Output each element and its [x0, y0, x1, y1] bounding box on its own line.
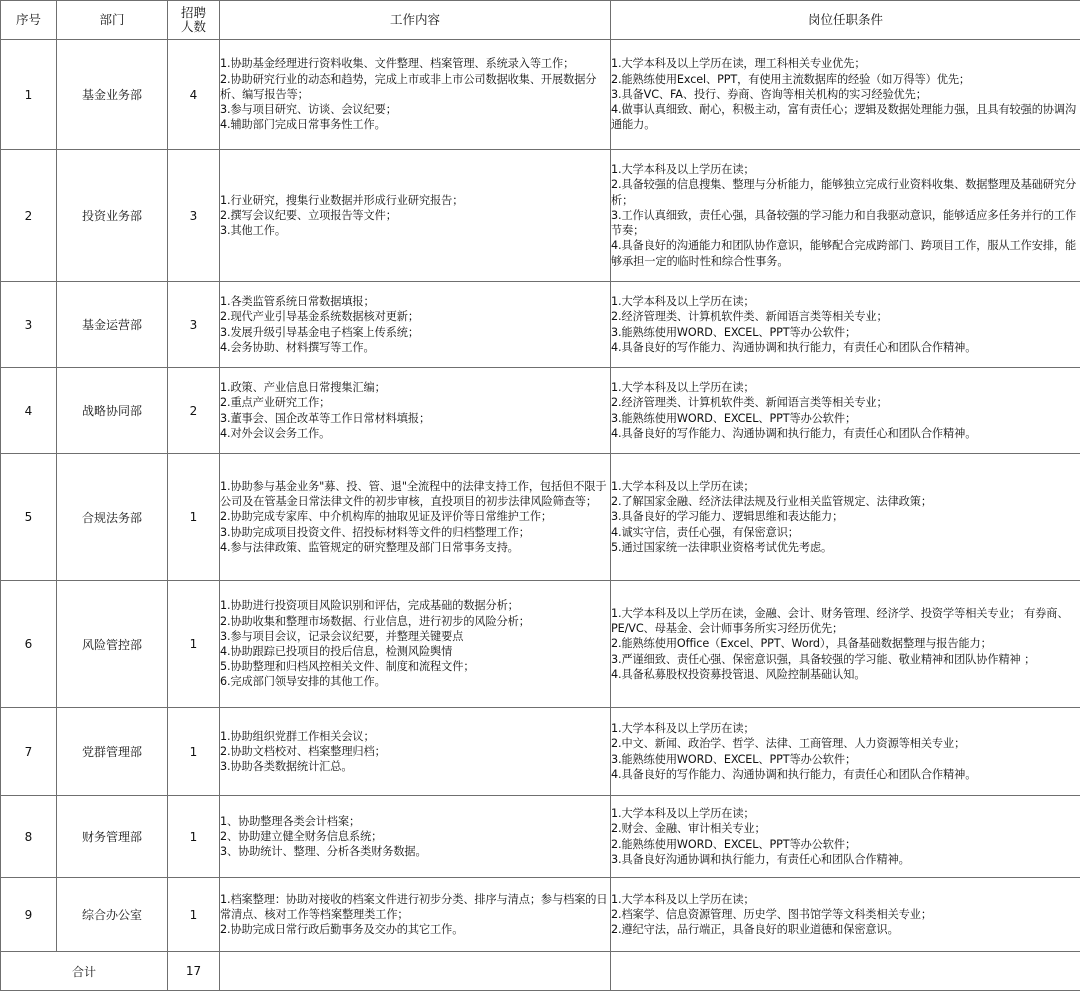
table-row: [1, 40, 1080, 150]
row-req: 1.大学本科及以上学历在读，金融、会计、财务管理、经济学、投资学等相关专业； 有券商、PE/VC、母基金、会计师事务所实习经历优先； 2.能熟练使用Office（Excel、PPT、Word），具备基础数据整理与报告能力； 3.严谨细致、责任心强、保密意识强，具备较强的学习能、敬业精神和团队协作精神 ； 4.具备私募股权投资募投管退、风险控制基础认知。: [611, 581, 1080, 708]
row-seq: 6: [1, 581, 57, 708]
row-dept: 风险管控部: [57, 581, 168, 708]
total-work-empty: [220, 952, 611, 991]
row-count: 4: [168, 40, 220, 150]
row-work: 1.行业研究，搜集行业数据并形成行业研究报告； 2.撰写会议纪要、立项报告等文件； 3.其他工作。: [220, 150, 611, 282]
row-count: 3: [168, 282, 220, 368]
row-dept: 基金运营部: [57, 282, 168, 368]
row-work: 1.协助进行投资项目风险识别和评估，完成基础的数据分析； 2.协助收集和整理市场数据、行业信息，进行初步的风险分析； 3.参与项目会议，记录会议纪要，并整理关键要点 4.协助跟踪已投项目的投后信息，检测风险舆情 5.协助整理和归档风控相关文件、制度和流程文件； 6.完成部门领导安排的其他工作。: [220, 581, 611, 708]
row-dept: 合规法务部: [57, 454, 168, 581]
row-work: 1.各类监管系统日常数据填报； 2.现代产业引导基金系统数据核对更新； 3.发展升级引导基金电子档案上传系统； 4.会务协助、材料撰写等工作。: [220, 282, 611, 368]
row-count: 1: [168, 796, 220, 878]
row-count: 1: [168, 581, 220, 708]
table-row: [1, 150, 1080, 282]
row-req: 1.大学本科及以上学历在读； 2.经济管理类、计算机软件类、新闻语言类等相关专业； 3.能熟练使用WORD、EXCEL、PPT等办公软件； 4.具备良好的写作能力、沟通协调和执行能力，有责任心和团队合作精神。: [611, 282, 1080, 368]
total-row: [1, 952, 1080, 991]
row-count: 1: [168, 708, 220, 796]
row-dept: 投资业务部: [57, 150, 168, 282]
row-count: 1: [168, 878, 220, 952]
header-count-line1: 招聘: [180, 5, 206, 20]
total-label: 合计: [1, 952, 168, 991]
row-seq: 2: [1, 150, 57, 282]
table-row: [1, 368, 1080, 454]
row-seq: 1: [1, 40, 57, 150]
row-req: 1.大学本科及以上学历在读； 2.财会、金融、审计相关专业； 2.能熟练使用WORD、EXCEL、PPT等办公软件； 3.具备良好沟通协调和执行能力，有责任心和团队合作精神。: [611, 796, 1080, 878]
row-work: 1.政策、产业信息日常搜集汇编； 2.重点产业研究工作； 3.董事会、国企改革等工作日常材料填报； 4.对外会议会务工作。: [220, 368, 611, 454]
row-count: 2: [168, 368, 220, 454]
header-seq: 序号: [1, 1, 57, 40]
header-dept: 部门: [57, 1, 168, 40]
table-row: [1, 708, 1080, 796]
row-dept: 战略协同部: [57, 368, 168, 454]
row-work: 1、协助整理各类会计档案； 2、协助建立健全财务信息系统； 3、协助统计、整理、分析各类财务数据。: [220, 796, 611, 878]
total-req-empty: [611, 952, 1080, 991]
header-count-line2: 人数: [180, 19, 206, 34]
table-row: [1, 282, 1080, 368]
row-seq: 9: [1, 878, 57, 952]
row-req: 1.大学本科及以上学历在读； 2.档案学、信息资源管理、历史学、图书馆学等文科类相关专业； 2.遵纪守法，品行端正，具备良好的职业道德和保密意识。: [611, 878, 1080, 952]
header-req: 岗位任职条件: [611, 1, 1080, 40]
row-req: 1.大学本科及以上学历在读，理工科相关专业优先； 2.能熟练使用Excel、PPT，有使用主流数据库的经验（如万得等）优先； 3.具备VC、FA、投行、券商、咨询等相关机构的实习经验优先； 4.做事认真细致、耐心，积极主动，富有责任心；逻辑及数据处理能力强，且具有较强的协调沟通能力。: [611, 40, 1080, 150]
row-work: 1.协助参与基金业务"募、投、管、退"全流程中的法律支持工作，包括但不限于公司及在管基金日常法律文件的初步审核，直投项目的初步法律风险筛查等； 2.协助完成专家库、中介机构库的抽取见证及评价等日常维护工作； 3.协助完成项目投资文件、招投标材料等文件的归档整理工作； 4.参与法律政策、监管规定的研究整理及部门日常事务支持。: [220, 454, 611, 581]
header-count: [168, 1, 220, 40]
header-work: 工作内容: [220, 1, 611, 40]
row-req: 1.大学本科及以上学历在读； 2.经济管理类、计算机软件类、新闻语言类等相关专业； 3.能熟练使用WORD、EXCEL、PPT等办公软件； 4.具备良好的写作能力、沟通协调和执行能力，有责任心和团队合作精神。: [611, 368, 1080, 454]
row-dept: 综合办公室: [57, 878, 168, 952]
row-work: 1.档案整理：协助对接收的档案文件进行初步分类、排序与清点；参与档案的日常清点、核对工作等档案整理类工作； 2.协助完成日常行政后勤事务及交办的其它工作。: [220, 878, 611, 952]
row-work: 1.协助组织党群工作相关会议； 2.协助文档校对、档案整理归档； 3.协助各类数据统计汇总。: [220, 708, 611, 796]
table-row: [1, 796, 1080, 878]
row-seq: 4: [1, 368, 57, 454]
table-header-row: [1, 1, 1080, 40]
row-dept: 财务管理部: [57, 796, 168, 878]
row-seq: 3: [1, 282, 57, 368]
table-row: [1, 581, 1080, 708]
row-seq: 8: [1, 796, 57, 878]
row-seq: 7: [1, 708, 57, 796]
row-count: 1: [168, 454, 220, 581]
row-dept: 基金业务部: [57, 40, 168, 150]
row-count: 3: [168, 150, 220, 282]
total-count: 17: [168, 952, 220, 991]
row-work: 1.协助基金经理进行资料收集、文件整理、档案管理、系统录入等工作； 2.协助研究行业的动态和趋势，完成上市或非上市公司数据收集、开展数据分析、编写报告等； 3.参与项目研究、访谈、会议纪要； 4.辅助部门完成日常事务性工作。: [220, 40, 611, 150]
table-row: [1, 454, 1080, 581]
row-req: 1.大学本科及以上学历在读； 2.中文、新闻、政治学、哲学、法律、工商管理、人力资源等相关专业； 3.能熟练使用WORD、EXCEL、PPT等办公软件； 4.具备良好的写作能力、沟通协调和执行能力，有责任心和团队合作精神。: [611, 708, 1080, 796]
table-row: [1, 878, 1080, 952]
row-req: 1.大学本科及以上学历在读； 2.了解国家金融、经济法律法规及行业相关监管规定、法律政策； 3.具备良好的学习能力、逻辑思维和表达能力； 4.诚实守信，责任心强，有保密意识； 5.通过国家统一法律职业资格考试优先考虑。: [611, 454, 1080, 581]
row-seq: 5: [1, 454, 57, 581]
row-req: 1.大学本科及以上学历在读； 2.具备较强的信息搜集、整理与分析能力，能够独立完成行业资料收集、数据整理及基础研究分析； 3.工作认真细致，责任心强，具备较强的学习能力和自我驱动意识，能够适应多任务并行的工作节奏； 4.具备良好的沟通能力和团队协作意识，能够配合完成跨部门、跨项目工作，服从工作安排，能够承担一定的临时性和综合性事务。: [611, 150, 1080, 282]
row-dept: 党群管理部: [57, 708, 168, 796]
